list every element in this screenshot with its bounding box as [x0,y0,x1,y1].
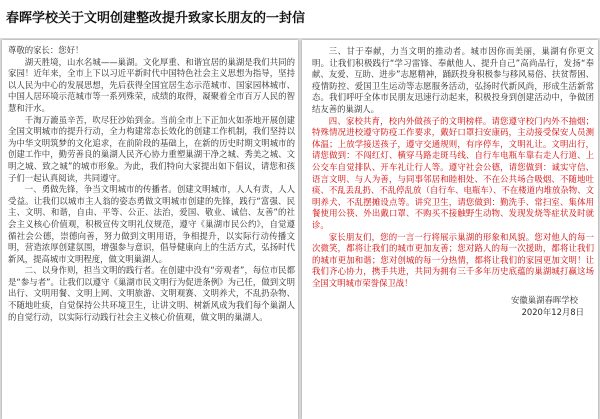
letter-page-right [302,40,598,419]
closing-paragraph-highlight: 家长朋友们，您的一言一行将展示巢湖的形象和风貌。您对他人的每一次微笑，都将让我们的城市更加友善；您对路人的每一次援助，都将让我们的城市更加和谐；您对创城的每一分热情，都将让我们的家园更加文明！让我们齐心协力，携手共进，共同为拥有三千多年历史底蕴的巢湖城打赢这场全国文明城市荣誉保卫战！ [312,231,594,288]
right-page-content [312,46,594,319]
paragraph-two: 二、以身作则，担当文明的践行者。在创建中没有“旁观者”，每位市民都是“参与者”。让我们以遵守《巢湖市民文明行为促进条例》为己任，做到文明出行、文明用餐、文明上网、文明旅游、文明观赛、文明养犬，不乱扔杂物、不随地吐痰，自觉保持公共环境卫生，让讲文明、树新风成为我们每个巢湖人的自觉行动，以实际行动践行社会主义核心价值观，做文明的巢湖人。 [8,265,295,322]
salutation: 尊敬的家长：您好！ [8,45,84,55]
paragraph-campaign: 千淘万漉虽辛苦，吹尽狂沙始到金。当前全市上下正加火如荼地开展创建全国文明城市的提升行动，全力构建常态长效化的创建工作机制，我们坚持以为中华文明筑梦的文化追求，在前阶段的基础上，在新的历史时期文明城市的创建工作中，勤劳善良的巢湖人民齐心协力重塑巢湖干净之城、秀美之城、文明之城、致之城”的城市形象。为此，我们特向大家提出如下倡议，请您和孩子们一起认真阅读，共同遵守。 [8,114,295,183]
paragraph-three: 三、甘于奉献，力当文明的推动者。城市因你而美丽，巢湖有你更文明。让我们积极践行“学习雷锋、奉献他人、提升自己”高尚品行，发扬“奉献、友爱、互助、进步”志愿精神，踊跃投身积极参与移风易俗、扶贫帮困、疫情防控、爱国卫生运动等志愿服务活动，弘扬时代新风尚，形成生活新常态。我们呼吁全体市民朋友迅速行动起来，积极投身到创建活动中，争做团结友善的巢湖人。 [312,46,594,114]
left-page-content [8,45,295,323]
page-title: 春晖学校关于文明创建整改提升致家长朋友的一封信 [0,0,600,38]
paragraph-four-highlight: 四、家校共育，校内外做孩子的文明榜样。请您遵守校门内外不抽烟；特殊情况进校遵守防疫工作要求，戴好口罩扫安康码，主动接受保安人员测体温；上放学接送孩子，遵守交通规则，有序停车，文明礼让。文明出行，请您做到：不闯红灯、横穿马路走斑马线、自行车电瓶车靠右走人行道、上公交车自觉排队、开车礼让行人等。遵守社会公德，请您做到：诚实守信、语言文明、与人为善，与同事邻居和睦相处、不在公共场合吸烟、不随地吐痰、不乱丢乱扔、不乱停乱放（自行车、电瓶车）、不在楼道内堆放杂物、文明养犬、不乱摆摊设点等。讲究卫生，请您做到：勤洗手、常扫室、集体用餐使用公筷、外出戴口罩、不购买不接触野生动物、发现发烧等症状及时就诊。 [312,115,594,230]
intro-paragraph: 湖天胜境，山水名城——巢湖。文化厚重、和谐宜居的巢湖是我们共同的家园！近年来，全市上下以习近平新时代中国特色社会主义思想为指导，坚持以人民为中心的发展思想，先后获得全国宜居生态示范城市、国家园林城市、中国人居环境示范城市等一系列殊荣，成绩的取得，凝聚着全市百万人民的智慧和汗水。 [8,56,295,113]
letter-date: 2020年12月8日 [521,307,584,318]
paragraph-one: 一、勇做先锋，争当文明城市的传播者。创建文明城市，人人有责，人人受益。让我们以城市主人翁的姿态勇做文明城市创建的先锋，践行“富强、民主、文明、和谐，自由、平等、公正、法治，爱国、敬业、诚信、友善”的社会主义核心价值观，积极宣传文明礼仪规范，遵守《巢湖市民公约》，自觉遵循社会公德，崇德向善，努力做到文明用语，争相提升，以实际行动传播文明，营造浓厚创建氛围，增强参与意识，倡导健康向上的生活方式，弘扬时代新风，提高城市文明程度，做文明巢湖人。 [8,184,295,264]
letter-page-left [2,40,298,419]
signature: 安徽巢湖春晖学校 [511,295,578,306]
